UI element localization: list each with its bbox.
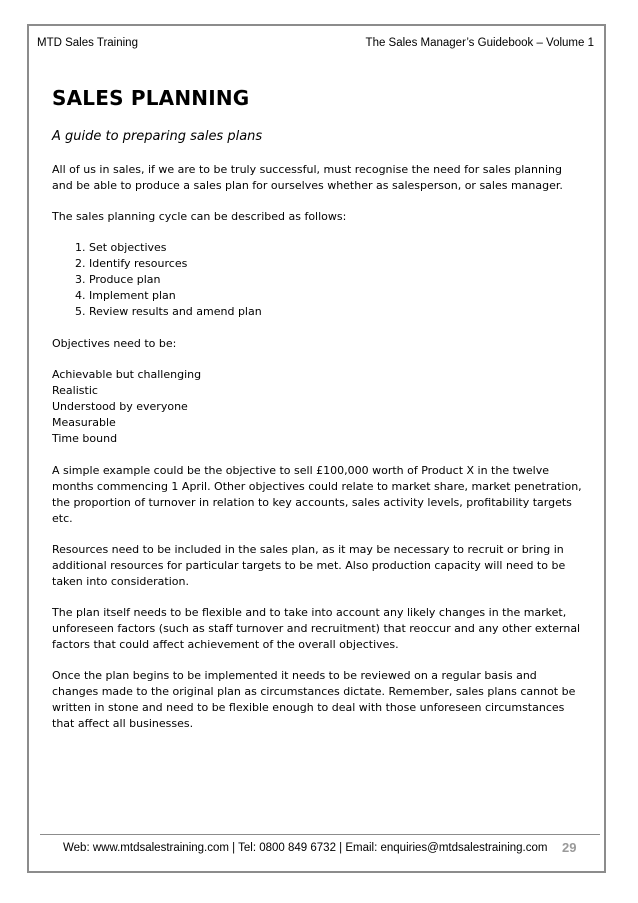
page-number: 29 bbox=[562, 840, 577, 855]
list-item: Time bound bbox=[52, 432, 118, 445]
document-body bbox=[52, 86, 582, 747]
page-header bbox=[37, 37, 594, 49]
objectives-list bbox=[52, 367, 582, 447]
list-item: 4. Implement plan bbox=[75, 289, 176, 302]
review-paragraph: Once the plan begins to be implemented it needs to be reviewed on a regular basis and changes made to the original plan as circumstances dictate. Remember, sales plans cannot be written in stone and need to be flexible enough to deal with those unforeseen circumstances that affect all businesses. bbox=[52, 669, 576, 730]
example-paragraph: A simple example could be the objective to sell £100,000 worth of Product X in the twelve months commencing 1 April. Other objectives could relate to market share, market penetration, the proportion of turnover in relation to key accounts, sales activity levels, profitability targets etc. bbox=[52, 464, 582, 525]
list-item: 1. Set objectives bbox=[75, 241, 167, 254]
footer-contact-text: Web: www.mtdsalestraining.com | Tel: 0800 849 6732 | Email: enquiries@mtdsalestraining.com bbox=[63, 842, 548, 854]
list-item: Measurable bbox=[52, 416, 116, 429]
header-right-text: The Sales Manager’s Guidebook – Volume 1 bbox=[365, 37, 594, 49]
list-item: Realistic bbox=[52, 384, 98, 397]
list-item: 5. Review results and amend plan bbox=[75, 305, 262, 318]
list-item: Achievable but challenging bbox=[52, 368, 202, 381]
cycle-steps-list bbox=[52, 240, 582, 320]
intro-paragraph: All of us in sales, if we are to be truly successful, must recognise the need for sales planning and be able to produce a sales plan for ourselves whether as salesperson, or sales manager. bbox=[52, 163, 563, 192]
flexible-paragraph: The plan itself needs to be flexible and to take into account any likely changes in the market, unforeseen factors (such as staff turnover and recruitment) that reoccur and any other external factors that could affect achievement of the overall objectives. bbox=[52, 606, 581, 651]
header-left-text: MTD Sales Training bbox=[37, 37, 138, 49]
cycle-intro-paragraph: The sales planning cycle can be described as follows: bbox=[52, 210, 347, 223]
page-title: SALES PLANNING bbox=[52, 86, 250, 110]
footer-divider bbox=[40, 834, 600, 835]
list-item: 3. Produce plan bbox=[75, 273, 161, 286]
page-subtitle: A guide to preparing sales plans bbox=[52, 129, 263, 144]
list-item: Understood by everyone bbox=[52, 400, 188, 413]
objectives-intro-paragraph: Objectives need to be: bbox=[52, 337, 177, 350]
resources-paragraph: Resources need to be included in the sales plan, as it may be necessary to recruit or bring in additional resources for particular targets to be met. Also production capacity will need to be taken into consideration. bbox=[52, 543, 566, 588]
list-item: 2. Identify resources bbox=[75, 257, 188, 270]
